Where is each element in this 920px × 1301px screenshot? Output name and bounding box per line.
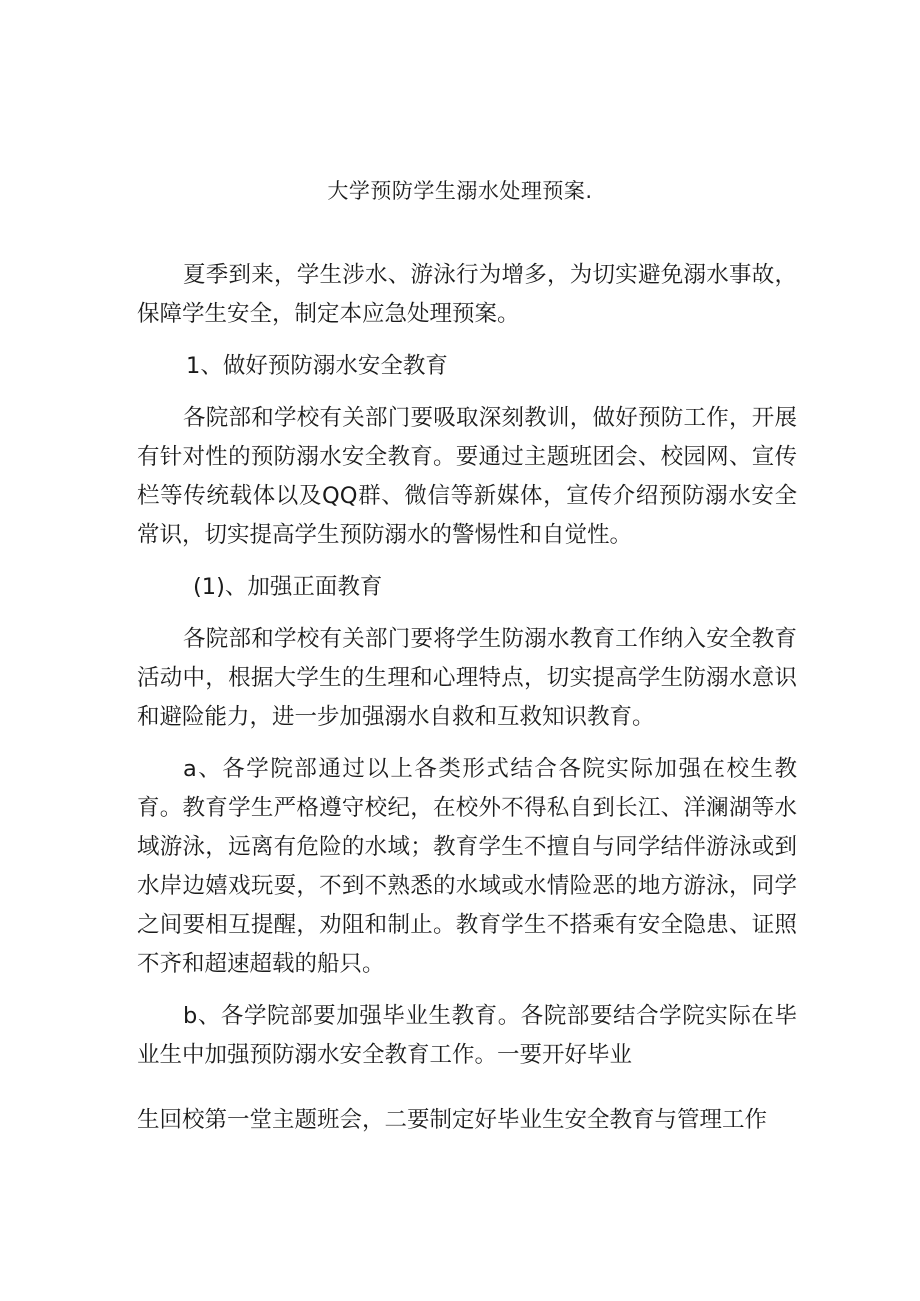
section-1-heading: 1、做好预防溺水安全教育 (186, 353, 448, 379)
item-b-paragraph: b、各学院部要加强毕业生教育。各院部要结合学院实际在毕业生中加强预防溺水安全教育工作。一要开好毕业 (137, 1003, 797, 1068)
section-1-paragraph: 各院部和学校有关部门要吸取深刻教训，做好预防工作，开展有针对性的预防溺水安全教育。要通过主题班团会、校园网、宣传栏等传统载体以及QQ群、微信等新媒体，宣传介绍预防溺水安全常识，切实提高学生预防溺水的警惕性和自觉性。 (137, 405, 797, 548)
document-body (137, 256, 797, 1140)
subsection-1-paragraph: 各院部和学校有关部门要将学生防溺水教育工作纳入安全教育活动中，根据大学生的生理和心理特点，切实提高学生防溺水意识和避险能力，进一步加强溺水自救和互救知识教育。 (137, 626, 797, 730)
subsection-1-heading: (1)、加强正面教育 (193, 574, 383, 600)
item-b-continuation: 生回校第一堂主题班会，二要制定好毕业生安全教育与管理工作 (137, 1107, 768, 1133)
document-title: 大学预防学生溺水处理预案. (327, 179, 593, 203)
item-a-paragraph: a、各学院部通过以上各类形式结合各院实际加强在校生教育。教育学生严格遵守校纪，在校外不得私自到长江、洋澜湖等水域游泳，远离有危险的水域；教育学生不擅自与同学结伴游泳或到水岸边嬉戏玩耍，不到不熟悉的水域或水情险恶的地方游泳，同学之间要相互提醒，劝阻和制止。教育学生不搭乘有安全隐患、证照不齐和超速超载的船只。 (137, 756, 797, 977)
intro-paragraph: 夏季到来，学生涉水、游泳行为增多，为切实避免溺水事故，保障学生安全，制定本应急处理预案。 (137, 262, 797, 327)
